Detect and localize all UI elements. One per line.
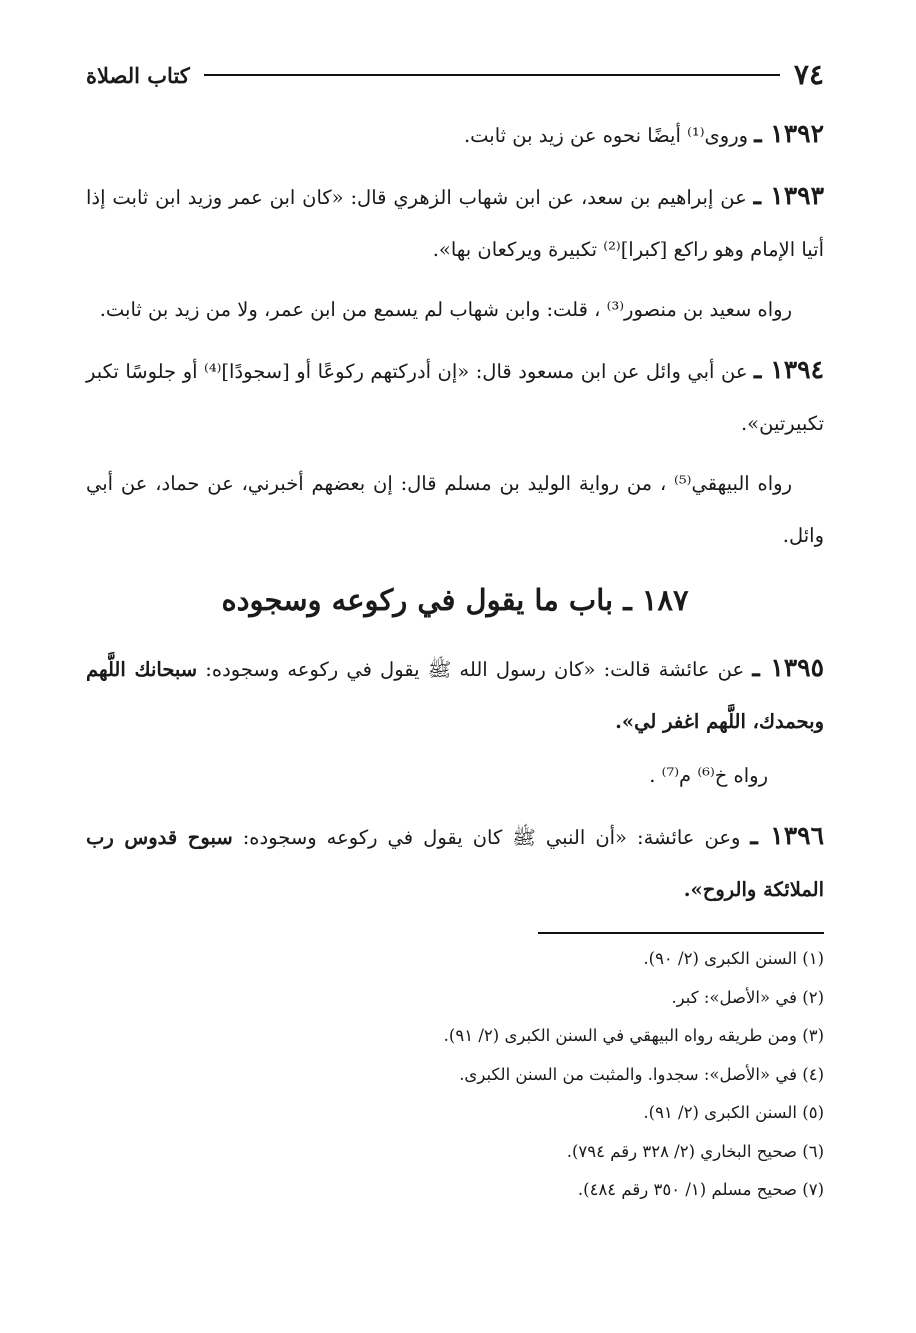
hadith-number: ١٣٩٣ ـ (753, 181, 824, 210)
main-text (86, 108, 824, 924)
hadith-1393 (86, 170, 824, 276)
hadith-text: عن عائشة قالت: «كان رسول الله ﷺ يقول في ركوعه وسجوده: (205, 658, 745, 681)
hadith-1395 (86, 642, 824, 748)
footnote-item: (٦) صحيح البخاري (٢/ ٣٢٨ رقم ٧٩٤). (566, 1141, 824, 1161)
hadith-number: ١٣٩٦ ـ (750, 821, 825, 850)
hadith-dua: سبحانك اللَّهم وبحمدك، اللَّهم اغفر لي». (86, 658, 824, 733)
hadith-1394-note: رواه البيهقي⁽⁵⁾ ، من رواية الوليد بن مسلم قال: إن بعضهم أخبرني، عن حماد، عن أبي وائل. (86, 472, 824, 547)
hadith-1393-note: رواه سعيد بن منصور⁽³⁾ ، قلت: وابن شهاب لم يسمع من ابن عمر، ولا من زيد بن ثابت. (99, 298, 792, 321)
chapter-heading: ١٨٧ ـ باب ما يقول في ركوعه وسجوده (221, 583, 689, 617)
hadith-dua: سبوح قدوس رب الملائكة والروح». (86, 826, 824, 901)
footnote-item: (٧) صحيح مسلم (١/ ٣٥٠ رقم ٤٨٤). (577, 1180, 824, 1199)
hadith-1396 (86, 810, 824, 916)
footnote-item: (٤) في «الأصل»: سجدوا. والمثبت من السنن الكبرى. (459, 1064, 824, 1084)
hadith-number: ١٣٩٥ ـ (752, 653, 825, 682)
running-title: كتاب الصلاة (86, 63, 190, 88)
running-header (86, 58, 824, 98)
hadith-text: عن أبي وائل عن ابن مسعود قال: «إن أدركتهم ركوعًا أو [سجودًا]⁽⁴⁾ أو جلوسًا تكبر تكبيرتين». (86, 360, 824, 435)
hadith-text: وروى⁽¹⁾ أيضًا نحوه عن زيد بن ثابت. (463, 124, 749, 147)
footnote-item: (٥) السنن الكبرى (٢/ ٩١). (643, 1103, 824, 1122)
hadith-text: عن إبراهيم بن سعد، عن ابن شهاب الزهري قال: «كان ابن عمر وزيد ابن ثابت إذا أتيا الإمام وهو راكع [كبرا]⁽²⁾ تكبيرة ويركعان بها». (86, 186, 824, 261)
footnote-item: (١) السنن الكبرى (٢/ ٩٠). (643, 949, 824, 968)
footnote-item: (٣) ومن طريقه رواه البيهقي في السنن الكبرى (٢/ ٩١). (443, 1026, 824, 1045)
hadith-1395-note: رواه خ⁽⁶⁾ م⁽⁷⁾ . (649, 764, 768, 787)
hadith-number: ١٣٩٤ ـ (753, 355, 824, 384)
footnote-divider (538, 932, 824, 934)
hadith-1394 (86, 344, 824, 450)
footnotes (86, 940, 824, 1210)
hadith-number: ١٣٩٢ ـ (754, 119, 824, 148)
page-number: ٧٤ (793, 58, 824, 91)
hadith-text: وعن عائشة: «أن النبي ﷺ كان يقول في ركوعه وسجوده: (242, 826, 741, 849)
footnote-item: (٢) في «الأصل»: كبر. (671, 987, 824, 1007)
hadith-1392 (86, 108, 824, 162)
header-rule (204, 74, 780, 76)
